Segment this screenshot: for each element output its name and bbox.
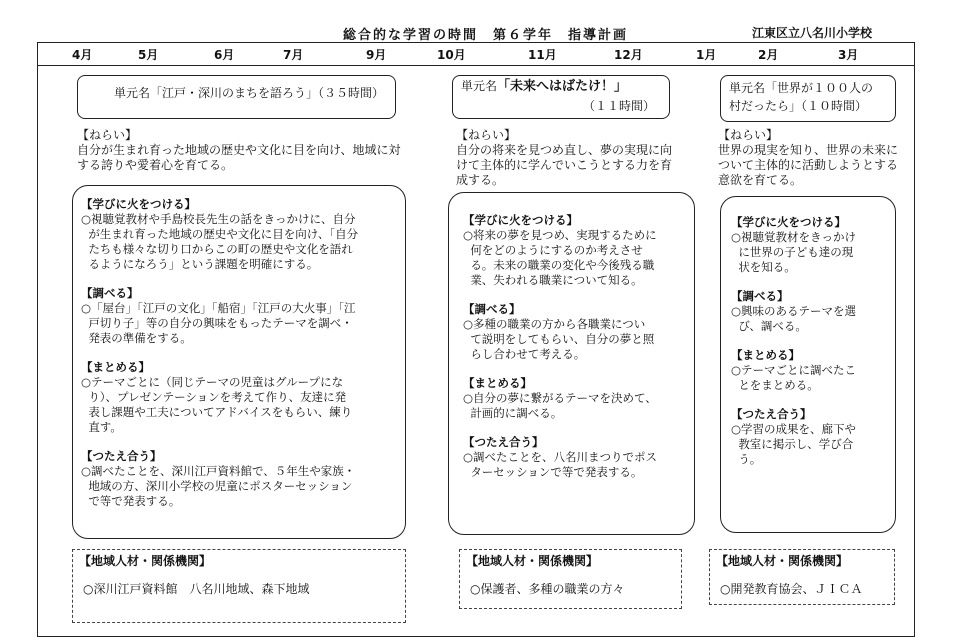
activity-section [731, 348, 891, 393]
section-heading: 【調べる】 [731, 289, 789, 303]
month-label: 9月 [366, 48, 387, 62]
unit-name-box [77, 75, 396, 119]
activity-box [72, 185, 406, 539]
section-heading: 【まとめる】 [731, 348, 800, 362]
section-text: ○自分の夢に繋がるテーマを決めて、 計画的に調べる。 [463, 391, 657, 420]
month-label: 5月 [138, 48, 159, 62]
section-text: ○興味のあるテーマを選 び、調べる。 [731, 304, 857, 333]
unit-name-prefix: 単元名 [461, 79, 498, 93]
activity-box [720, 196, 896, 533]
resources-text: ○開発教育協会、ＪＩＣＡ [720, 582, 863, 596]
resources-heading: 【地域人材・関係機関】 [466, 554, 599, 568]
section-text: ○「屋台」「江戸の文化」「船宿」「江戸の大火事」「江 戸切り子」等の自分の興味をもったテーマを調べ・ 発表の準備をする。 [81, 301, 356, 345]
section-heading: 【学びに火をつける】 [81, 197, 196, 211]
month-label: 6月 [214, 48, 235, 62]
section-text: ○視聴覚教材や手島校長先生の話をきっかけに、自分 が生まれ育った地域の歴史や文化に目を向け、｢自分 たちも様々な切り口からこの町の歴史や文化を語れ るようになろう」という課題を明確にする。 [81, 212, 359, 271]
section-text: ○視聴覚教材をきっかけ に世界の子ども達の現 状を知る。 [731, 230, 857, 274]
section-heading: 【つたえ合う】 [463, 435, 544, 449]
resources-text: ○保護者、多種の職業の方々 [470, 582, 625, 596]
section-text: ○調べたことを、八名川まつりでポス ターセッションで等で発表する。 [463, 450, 658, 479]
section-heading: 【まとめる】 [463, 376, 532, 390]
section-heading: 【調べる】 [463, 302, 521, 316]
section-heading: 【調べる】 [81, 286, 139, 300]
month-label: 7月 [283, 48, 304, 62]
activity-section [463, 302, 690, 362]
activity-section [731, 215, 891, 275]
month-label: 10月 [437, 48, 466, 62]
section-text: ○将来の夢を見つめ、実現するために 何をどのようにするのか考えさせ る。未来の職業の変化や今後残る職 業、失われる職業について知る。 [463, 228, 657, 287]
unit-name-box [452, 75, 670, 119]
aim-block [456, 128, 674, 188]
section-text: ○学習の成果を、廊下や 教室に掲示し、学び合 う。 [731, 422, 857, 466]
activity-section [463, 435, 690, 480]
aim-block [77, 128, 402, 173]
month-label: 11月 [528, 48, 557, 62]
section-heading: 【学びに火をつける】 [731, 215, 846, 229]
activity-section [81, 449, 399, 509]
activity-section [463, 376, 690, 421]
resources-box [72, 549, 406, 623]
unit-name-title: 「未来へはばたけ！」 [497, 79, 628, 94]
unit-name-line: 村だったら」（１０時間） [729, 99, 868, 113]
resources-text: ○深川江戸資料館 八名川地域、森下地域 [83, 582, 310, 596]
activity-section [81, 360, 399, 435]
aim-block [718, 128, 904, 188]
resources-box [709, 549, 895, 605]
plan-title: 総合的な学習の時間 第６学年 指導計画 [343, 28, 629, 43]
aim-heading: 【ねらい】 [77, 128, 138, 142]
month-label: 3月 [838, 48, 859, 62]
aim-text: 自分の将来を見つめ直し、夢の実現に向けて主体的に学んでいこうとする力を育成する。 [456, 143, 673, 187]
section-text: ○テーマごとに（同じテーマの児童はグループにな り）、プレゼンテーションを考えて作り、友達に発 表し課題や工夫についてアドバイスをもらい、練り 直す。 [81, 375, 353, 434]
section-text: ○調べたことを、深川江戸資料館で、５年生や家族・ 地域の方、深川小学校の児童にポスターセッション で等で発表する。 [81, 464, 356, 508]
month-label: 4月 [72, 48, 93, 62]
section-heading: 【つたえ合う】 [81, 449, 162, 463]
section-heading: 【学びに火をつける】 [463, 213, 578, 227]
activity-section [81, 286, 399, 346]
school-name: 江東区立八名川小学校 [752, 26, 873, 40]
aim-text: 自分が生まれ育った地域の歴史や文化に目を向け、地域に対する誇りや愛着心を育てる。 [77, 143, 401, 172]
aim-heading: 【ねらい】 [456, 128, 517, 142]
unit-hours: （１１時間） [583, 99, 656, 113]
activity-section [81, 197, 399, 272]
section-text: ○テーマごとに調べたこ とをまとめる。 [731, 363, 857, 392]
aim-heading: 【ねらい】 [718, 128, 779, 142]
month-header-rule [37, 65, 915, 66]
section-heading: 【まとめる】 [81, 360, 150, 374]
unit-name: 単元名「江戸・深川のまちを語ろう」（３５時間） [114, 86, 385, 100]
activity-section [463, 213, 690, 288]
unit-name-box [720, 75, 896, 122]
activity-section [731, 407, 891, 467]
resources-heading: 【地域人材・関係機関】 [716, 554, 849, 568]
section-heading: 【つたえ合う】 [731, 407, 812, 421]
month-label: 12月 [614, 48, 643, 62]
resources-heading: 【地域人材・関係機関】 [79, 554, 212, 568]
unit-name-line: 単元名「世界が１００人の [729, 81, 874, 95]
resources-box [459, 549, 682, 609]
month-label: 1月 [696, 48, 717, 62]
activity-section [731, 289, 891, 334]
month-label: 2月 [758, 48, 779, 62]
aim-text: 世界の現実を知り、世界の未来について主体的に活動しようとする意欲を育てる。 [718, 143, 899, 187]
activity-box [448, 192, 695, 535]
section-text: ○多種の職業の方から各職業につい て説明をしてもらい、自分の夢と照 らし合わせて考える。 [463, 317, 655, 361]
